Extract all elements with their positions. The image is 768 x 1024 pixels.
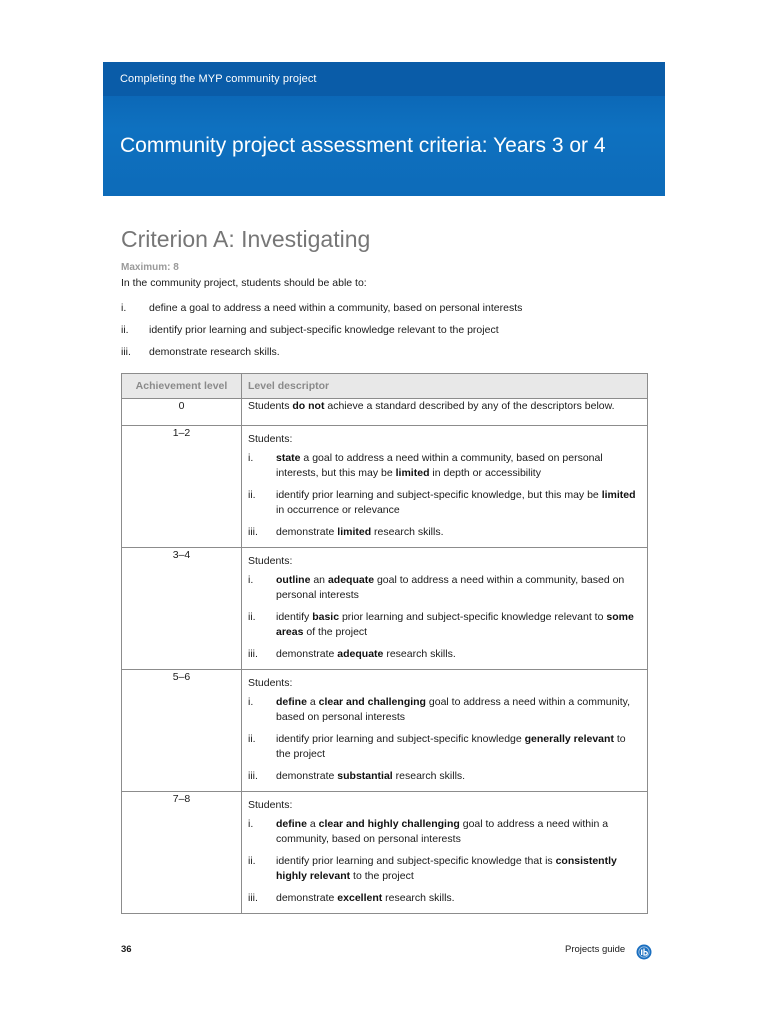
achievement-level-cell: 5–6: [122, 670, 242, 792]
objective-item: [121, 346, 661, 368]
descriptor-text: identify prior learning and subject-specific knowledge: [276, 733, 525, 745]
descriptor-emphasis: state: [276, 452, 301, 464]
descriptor-text: goal to address a need within a community, based on personal interests: [276, 696, 631, 723]
ib-logo-icon: [636, 944, 652, 960]
descriptor-item: [248, 525, 641, 540]
level-descriptor-cell: [242, 548, 648, 670]
achievement-level-cell: 1–2: [122, 426, 242, 548]
achievement-level-cell: 7–8: [122, 792, 242, 914]
table-header-row: [122, 374, 648, 399]
descriptor-emphasis: some areas: [276, 611, 634, 638]
criterion-intro: In the community project, students should be able to:: [121, 277, 367, 289]
descriptor-text: Students: [248, 400, 293, 412]
objective-number: ii.: [121, 324, 129, 336]
students-label: Students:: [248, 555, 293, 567]
descriptor-item: [248, 610, 641, 640]
descriptor-text: of the project: [303, 626, 368, 638]
descriptor-emphasis: clear and highly challenging: [318, 818, 460, 830]
footer-guide-title: Projects guide: [565, 944, 626, 955]
descriptor-text: demonstrate: [276, 892, 338, 904]
table-row: [122, 426, 648, 548]
objective-text: identify prior learning and subject-specific knowledge relevant to the project: [149, 324, 499, 336]
level-descriptor-cell: [242, 792, 648, 914]
assessment-table: [121, 373, 648, 914]
table-row: [122, 792, 648, 914]
descriptor-item: [248, 891, 641, 906]
descriptor-emphasis: generally relevant: [524, 733, 614, 745]
descriptor-item-number: ii.: [248, 611, 256, 623]
descriptor-text: goal to address a need within a community, based on personal interests: [276, 818, 609, 845]
descriptor-emphasis: do not: [292, 400, 325, 412]
achievement-level-cell: 3–4: [122, 548, 242, 670]
descriptor-emphasis: substantial: [337, 770, 393, 782]
descriptor-item: [248, 769, 641, 784]
descriptor-text: a: [306, 696, 319, 708]
descriptor-item: [248, 647, 641, 662]
objective-number: iii.: [121, 346, 131, 358]
descriptor-emphasis: consistently highly relevant: [276, 855, 617, 882]
objective-text: demonstrate research skills.: [149, 346, 280, 358]
objective-item: [121, 324, 661, 346]
descriptor-text: research skills.: [371, 526, 444, 538]
level-descriptor-cell: [242, 399, 648, 426]
objective-text: define a goal to address a need within a community, based on personal interests: [149, 302, 523, 314]
descriptor-emphasis: limited: [395, 467, 430, 479]
descriptor-emphasis: limited: [337, 526, 372, 538]
descriptor-item-number: iii.: [248, 892, 258, 904]
descriptor-text: to the project: [350, 870, 414, 882]
table-row: [122, 670, 648, 792]
students-label: Students:: [248, 799, 293, 811]
descriptor-text: research skills.: [392, 770, 466, 782]
descriptor-item: [248, 817, 641, 847]
descriptor-emphasis: limited: [601, 489, 636, 501]
descriptor-item-number: iii.: [248, 770, 258, 782]
descriptor-text: an: [310, 574, 328, 586]
descriptor-item-number: ii.: [248, 855, 256, 867]
descriptor-item-number: iii.: [248, 526, 258, 538]
header-achievement-level: Achievement level: [122, 374, 242, 399]
descriptor-text: to the project: [276, 733, 626, 760]
banner-subtitle: Completing the MYP community project: [120, 73, 317, 85]
descriptor-emphasis: clear and challenging: [318, 696, 426, 708]
descriptor-text: in occurrence or relevance: [276, 504, 400, 516]
descriptor-emphasis: adequate: [337, 648, 384, 660]
descriptor-item: [248, 451, 641, 481]
achievement-level-cell: 0: [122, 399, 242, 426]
descriptor-text: identify: [276, 611, 313, 623]
criterion-title: Criterion A: Investigating: [121, 226, 371, 252]
header-level-descriptor: Level descriptor: [242, 374, 648, 399]
descriptor-text: demonstrate: [276, 526, 338, 538]
descriptor-text: a goal to address a need within a community, based on personal interests, but this may be: [276, 452, 603, 479]
table-row: [122, 548, 648, 670]
descriptor-item-number: i.: [248, 452, 254, 464]
descriptor-text: identify prior learning and subject-specific knowledge that is: [276, 855, 556, 867]
descriptor-item-number: i.: [248, 818, 254, 830]
banner-title: Community project assessment criteria: Years 3 or 4: [120, 134, 606, 157]
descriptor-text: identify prior learning and subject-specific knowledge, but this may be: [276, 489, 602, 501]
descriptor-emphasis: excellent: [337, 892, 383, 904]
descriptor-item: [248, 488, 641, 518]
level-descriptor-cell: [242, 426, 648, 548]
descriptor-text: in depth or accessibility: [429, 467, 541, 479]
descriptor-item-number: iii.: [248, 648, 258, 660]
descriptor-emphasis: adequate: [327, 574, 375, 586]
descriptor-item-number: i.: [248, 696, 254, 708]
students-label: Students:: [248, 433, 293, 445]
page-number: 36: [121, 944, 132, 955]
header-banner: [103, 62, 665, 196]
descriptor-text: achieve a standard described by any of the descriptors below.: [324, 400, 615, 412]
descriptor-text: a: [306, 818, 319, 830]
table-row: [122, 399, 648, 426]
descriptor-emphasis: define: [276, 818, 307, 830]
descriptor-text: prior learning and subject-specific knowledge relevant to: [339, 611, 607, 623]
students-label: Students:: [248, 677, 293, 689]
descriptor-emphasis: basic: [312, 611, 340, 623]
descriptor-text: demonstrate: [276, 648, 338, 660]
objectives-list: [121, 302, 661, 368]
objective-number: i.: [121, 302, 127, 314]
descriptor-item: [248, 854, 641, 884]
descriptor-text: demonstrate: [276, 770, 338, 782]
descriptor-text: research skills.: [383, 648, 456, 660]
descriptor-item: [248, 695, 641, 725]
descriptor-text: research skills.: [382, 892, 455, 904]
descriptor-item-number: ii.: [248, 733, 256, 745]
descriptor-emphasis: define: [276, 696, 307, 708]
descriptor-text: goal to address a need within a community, based on personal interests: [276, 574, 625, 601]
criterion-maximum: Maximum: 8: [121, 262, 179, 273]
objective-item: [121, 302, 661, 324]
descriptor-item: [248, 732, 641, 762]
descriptor-item-number: ii.: [248, 489, 256, 501]
descriptor-emphasis: outline: [276, 574, 311, 586]
level-descriptor-cell: [242, 670, 648, 792]
descriptor-item-number: i.: [248, 574, 254, 586]
descriptor-item: [248, 573, 641, 603]
